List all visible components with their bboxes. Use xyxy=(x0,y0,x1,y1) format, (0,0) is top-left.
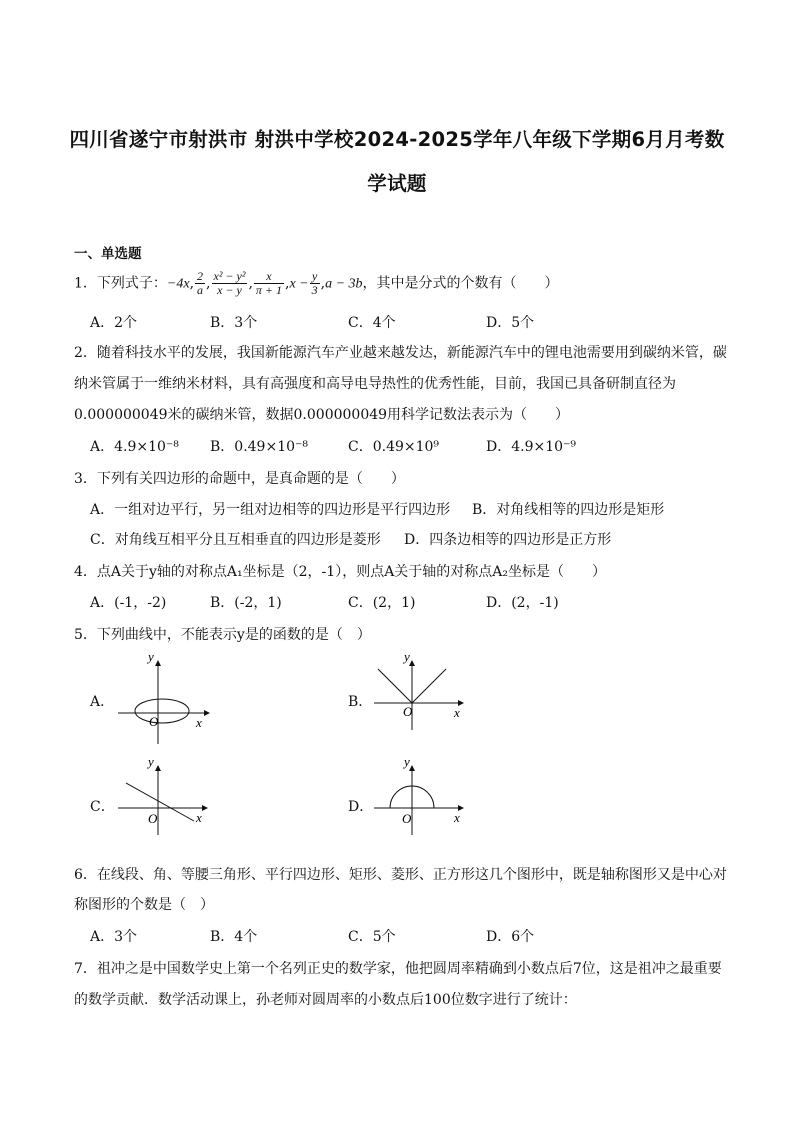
question-5-stem: 5．下列曲线中，不能表示y是的函数的是（ ） xyxy=(74,627,371,643)
q5-label-a: A． xyxy=(90,694,115,710)
q6-option-c: C．5个 xyxy=(348,929,396,945)
q1-fraction-4: $\frac{y}{3}$ xyxy=(311,269,318,297)
q1-prefix: 1．下列式子： xyxy=(74,275,167,292)
q1-suffix: ，其中是分式的个数有（ ） xyxy=(362,275,559,292)
question-4-stem: 4．点A关于y轴的对称点A₁坐标是（2，-1），则点A关于轴的对称点A₂坐标是（ ） xyxy=(74,564,607,580)
q2-option-b: B．0.49×10⁻⁸ xyxy=(210,439,309,455)
q5-graph-a-ellipse xyxy=(112,652,212,747)
q1-fraction-1: $\frac{2}{a}$ xyxy=(197,269,204,297)
page-title-line1: 四川省遂宁市射洪市 射洪中学校2024-2025学年八年级下学期6月月考数 xyxy=(69,128,725,151)
q5-label-c: C． xyxy=(90,799,115,815)
q4-option-a: A．(-1，-2) xyxy=(90,595,167,611)
q1-fraction-3: $\frac{x}{\pi + 1}$ xyxy=(255,269,283,297)
q1-term-3: a − 3b xyxy=(325,276,363,292)
q3-option-c: C．对角线互相平分且互相垂直的四边形是菱形 xyxy=(90,532,381,548)
q6-option-d: D．6个 xyxy=(486,929,535,945)
axis-x-label: x xyxy=(454,810,460,825)
question-1-stem: 1．下列式子：−4x, $\frac{2}{a}$ , $\frac{\text{x² − y²}}{x - y}$ , $\frac{x}{\pi + 1}$ ,x − $\frac{y}{3}$ ,a − 3b，其中是分式的个数有（ ） xyxy=(74,269,559,297)
q1-option-b: B．3个 xyxy=(210,315,258,331)
q2-option-c: C．0.49×10⁹ xyxy=(348,439,440,455)
question-2-line-2: 纳米管属于一维纳米材料，具有高强度和高导电导热性的优秀性能，目前，我国已具备研制直径为 xyxy=(74,376,676,392)
axis-x-label: x xyxy=(454,705,460,720)
q1-option-d: D．5个 xyxy=(486,315,535,331)
q3-option-d: D．四条边相等的四边形是正方形 xyxy=(404,532,612,548)
axis-y-label: y xyxy=(148,652,154,664)
q5-graph-d-semicircle xyxy=(368,757,468,837)
axis-x-label: x xyxy=(196,715,202,730)
question-3-stem: 3．下列有关四边形的命题中，是真命题的是（ ） xyxy=(74,471,405,487)
axis-x-label: x xyxy=(196,810,202,825)
origin-label: O xyxy=(148,811,158,826)
origin-label: O xyxy=(402,811,412,826)
question-7-line-2: 的数学贡献．数学活动课上，孙老师对圆周率的小数点后100位数字进行了统计： xyxy=(74,992,577,1008)
q5-graph-b-absolute-value xyxy=(368,652,468,732)
q2-option-a: A．4.9×10⁻⁸ xyxy=(90,439,179,455)
q1-fraction-2: $\frac{\text{x² − y²}}{x - y}$ xyxy=(213,269,246,297)
q3-option-b: B．对角线相等的四边形是矩形 xyxy=(472,502,665,518)
question-6-line-2: 称图形的个数是（ ） xyxy=(74,897,214,913)
axis-y-label: y xyxy=(148,757,154,769)
question-2-line-1: 2．随着科技水平的发展，我国新能源汽车产业越来越发达，新能源汽车中的锂电池需要用到碳纳米管，碳 xyxy=(74,345,727,361)
origin-label: O xyxy=(149,714,159,729)
page-title-line2: 学试题 xyxy=(367,172,427,195)
q4-option-c: C．(2，1) xyxy=(348,595,416,611)
q6-option-a: A．3个 xyxy=(90,929,138,945)
q4-option-d: D．(2，-1) xyxy=(486,595,559,611)
question-2-line-3: 0.000000049米的碳纳米管，数据0.000000049用科学记数法表示为（ ） xyxy=(74,407,570,423)
section-heading: 一、单选题 xyxy=(74,246,142,262)
axis-y-label: y xyxy=(404,757,410,769)
question-6-line-1: 6．在线段、角、等腰三角形、平行四边形、矩形、菱形、正方形这几个图形中，既是轴称图形又是中心对 xyxy=(74,867,727,883)
q1-option-a: A．2个 xyxy=(90,315,138,331)
q1-term-1: −4x xyxy=(166,276,190,292)
q5-graph-c-line xyxy=(112,757,212,837)
q5-label-b: B． xyxy=(348,694,373,710)
origin-label: O xyxy=(403,704,413,719)
q1-option-c: C．4个 xyxy=(348,315,396,331)
question-7-line-1: 7．祖冲之是中国数学史上第一个名列正史的数学家，他把圆周率精确到小数点后7位，这是祖冲之最重要 xyxy=(74,961,722,977)
q6-option-b: B．4个 xyxy=(210,929,258,945)
axis-y-label: y xyxy=(404,652,410,664)
q5-label-d: D． xyxy=(348,799,374,815)
q1-term-2: x − xyxy=(289,276,309,292)
q2-option-d: D．4.9×10⁻⁹ xyxy=(486,439,577,455)
q4-option-b: B．(-2，1) xyxy=(210,595,282,611)
q3-option-a: A．一组对边平行，另一组对边相等的四边形是平行四边形 xyxy=(90,502,451,518)
